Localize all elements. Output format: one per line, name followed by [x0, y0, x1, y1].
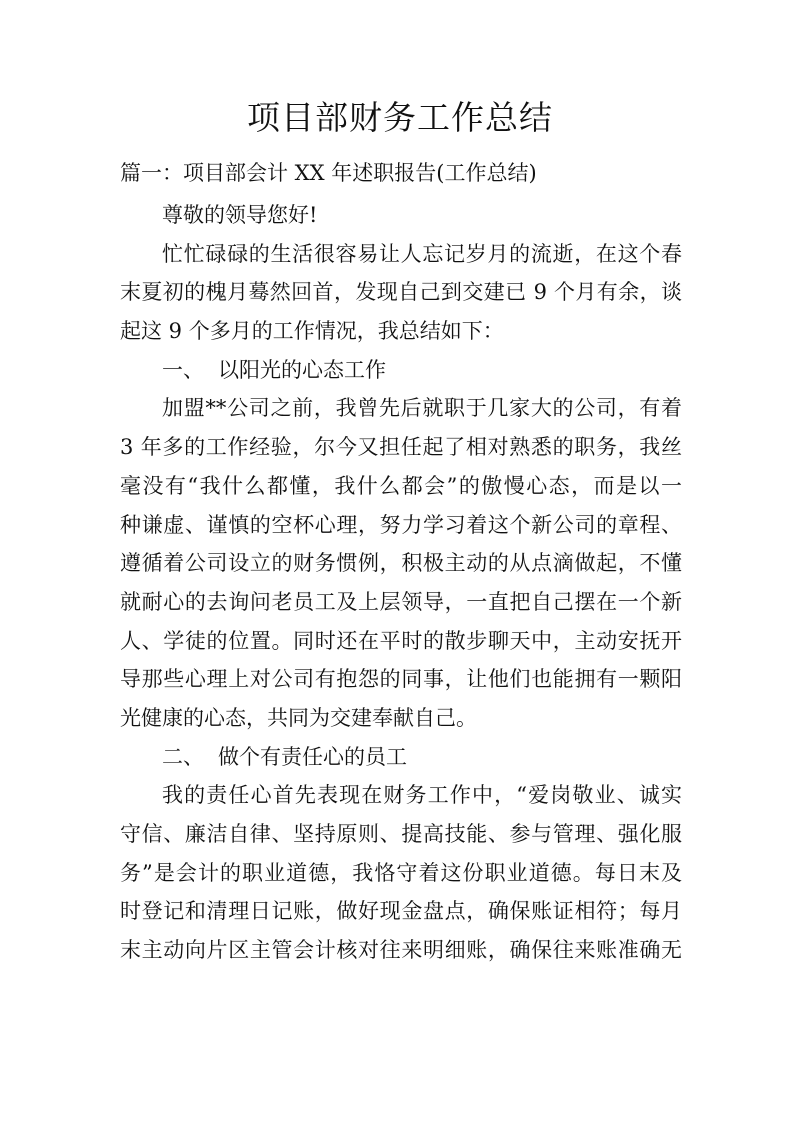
paragraph-line: 种谦虚、谨慎的空杯心理，努力学习着这个新公司的章程、 — [120, 512, 682, 537]
paragraph-line: 末夏初的槐月蓦然回首，发现自己到交建已 9 个月有余，谈 — [120, 280, 682, 305]
paragraph-line: 守信、廉洁自律、坚持原则、提高技能、参与管理、强化服 — [120, 822, 682, 846]
paragraph-line: 光健康的心态，共同为交建奉献自己。 — [120, 705, 477, 730]
paragraph-line: 就耐心的去询问老员工及上层领导，一直把自己摆在一个新 — [120, 589, 682, 614]
paragraph-line: 导那些心理上对公司有抱怨的同事，让他们也能拥有一颗阳 — [120, 667, 682, 692]
paragraph-line: 毫没有“我什么都懂，我什么都会”的傲慢心态，而是以一 — [120, 473, 682, 498]
greeting: 尊敬的领导您好! — [162, 203, 318, 227]
section-heading — [120, 738, 682, 777]
paragraph-line: 3 年多的工作经验，尔今又担任起了相对熟悉的职务，我丝 — [120, 435, 682, 460]
document-body — [120, 196, 682, 970]
section-number: 二、 — [162, 744, 204, 769]
section-heading-text: 以阳光的心态工作 — [218, 357, 386, 382]
paragraph-line: 人、学徒的位置。同时还在平时的散步聊天中，主动安抚开 — [120, 628, 682, 653]
paragraph-line: 加盟**公司之前，我曾先后就职于几家大的公司，有着 — [162, 396, 682, 421]
section-heading-text: 做个有责任心的员工 — [218, 744, 407, 769]
paragraph-line: 忙忙碌碌的生活很容易让人忘记岁月的流逝，在这个春 — [162, 241, 682, 266]
paragraph-line: 我的责任心首先表现在财务工作中，“爱岗敬业、诚实 — [162, 783, 682, 808]
paragraph-line: 务”是会计的职业道德，我恪守着这份职业道德。每日末及 — [120, 860, 682, 885]
paragraph-line: 末主动向片区主管会计核对往来明细账，确保往来账准确无 — [120, 938, 682, 963]
section-heading — [120, 351, 682, 390]
document-title: 项目部财务工作总结 — [247, 98, 553, 137]
document-subtitle: 篇一：项目部会计 XX 年述职报告(工作总结) — [120, 161, 537, 185]
paragraph-line: 遵循着公司设立的财务惯例，积极主动的从点滴做起，不懂 — [120, 551, 682, 576]
paragraph-line: 时登记和清理日记账，做好现金盘点，确保账证相符；每月 — [120, 899, 682, 924]
section-number: 一、 — [162, 357, 204, 382]
paragraph-line: 起这 9 个多月的工作情况，我总结如下： — [120, 319, 504, 344]
